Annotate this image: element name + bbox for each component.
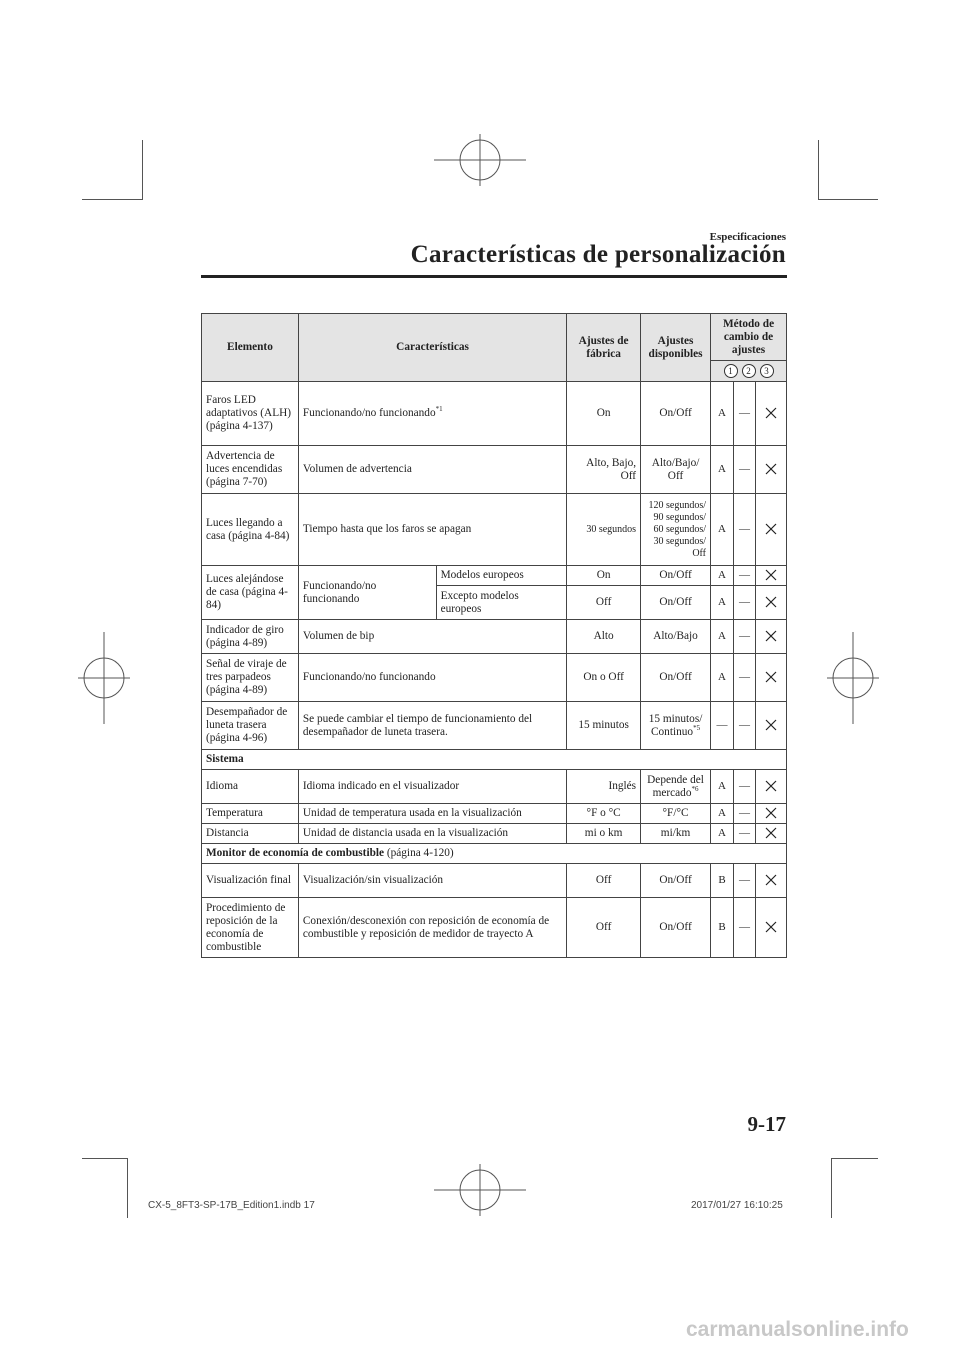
cell-metodo-3	[755, 702, 786, 750]
cell-disponibles: Alto/Bajo/ Off	[641, 446, 711, 494]
not-available-icon	[765, 523, 777, 535]
section-row-sistema	[202, 750, 787, 770]
cell-metodo-1: A	[711, 494, 734, 566]
cell-disponibles: On/Off	[641, 566, 711, 586]
cell-disponibles: Alto/Bajo	[641, 620, 711, 654]
cell-caracteristica: Volumen de advertencia	[298, 446, 566, 494]
cell-metodo-3	[755, 446, 786, 494]
table-row	[202, 494, 787, 566]
cell-disponibles: Depende del mercado$^{*6}$	[641, 770, 711, 804]
not-available-icon	[765, 921, 777, 933]
table-row	[202, 566, 787, 586]
cell-metodo-3	[755, 898, 786, 958]
cell-metodo-1: A	[711, 770, 734, 804]
footer-timestamp: 2017/01/27 16:10:25	[691, 1200, 783, 1211]
cell-metodo-3	[755, 494, 786, 566]
page-number: 9-17	[747, 1112, 786, 1136]
cell-caracteristica: Unidad de distancia usada en la visualización	[298, 824, 566, 844]
table-row	[202, 702, 787, 750]
cell-fabrica: Alto, Bajo, Off	[567, 446, 641, 494]
cell-metodo-1: —	[711, 702, 734, 750]
cell-fabrica: On	[567, 566, 641, 586]
not-available-icon	[765, 596, 777, 608]
cell-elemento: Desempañador de luneta trasera (página 4-96)	[202, 702, 299, 750]
not-available-icon	[765, 630, 777, 642]
cell-metodo-3	[755, 804, 786, 824]
section-title-monitor: Monitor de economía de combustible (página 4-120)	[202, 844, 787, 864]
cell-caracteristica: Funcionando/no funcionando	[298, 654, 566, 702]
cell-fabrica: On	[567, 382, 641, 446]
table-row	[202, 446, 787, 494]
cell-metodo-1: A	[711, 586, 734, 620]
cell-caracteristica: Conexión/desconexión con reposición de economía de combustible y reposición de medidor de trayecto A	[298, 898, 566, 958]
cell-disponibles: mi/km	[641, 824, 711, 844]
not-available-icon	[765, 719, 777, 731]
cell-disponibles: On/Off	[641, 654, 711, 702]
cell-metodo-3	[755, 770, 786, 804]
cell-metodo-3	[755, 566, 786, 586]
cell-caracteristica: Volumen de bip	[298, 620, 566, 654]
cell-fabrica: Off	[567, 898, 641, 958]
footer-file: CX-5_8FT3-SP-17B_Edition1.indb 17	[148, 1200, 315, 1211]
cell-metodo-3	[755, 654, 786, 702]
cell-caracteristica: Se puede cambiar el tiempo de funcionamiento del desempañador de luneta trasera.	[298, 702, 566, 750]
cell-metodo-2: —	[734, 898, 756, 958]
cell-fabrica: 15 minutos	[567, 702, 641, 750]
table-row	[202, 654, 787, 702]
not-available-icon	[765, 780, 777, 792]
registration-mark-top	[434, 134, 526, 186]
cell-caracteristica: Idioma indicado en el visualizador	[298, 770, 566, 804]
cell-fabrica: Off	[567, 586, 641, 620]
cell-caracteristica: Tiempo hasta que los faros se apagan	[298, 494, 566, 566]
title-rule	[201, 275, 787, 278]
registration-mark-right	[827, 632, 879, 724]
not-available-icon	[765, 569, 777, 581]
cell-metodo-1: A	[711, 446, 734, 494]
cell-elemento: Visualización final	[202, 864, 299, 898]
table-row	[202, 864, 787, 898]
cell-metodo-1: B	[711, 864, 734, 898]
table-header-row	[202, 314, 787, 361]
section-row-monitor	[202, 844, 787, 864]
cell-metodo-2: —	[734, 620, 756, 654]
circle-3: 3	[760, 364, 774, 378]
page-title: Características de personalización	[410, 241, 786, 268]
table-row	[202, 620, 787, 654]
cell-metodo-1: A	[711, 824, 734, 844]
cell-elemento: Idioma	[202, 770, 299, 804]
cell-metodo-2: —	[734, 446, 756, 494]
cell-fabrica: On o Off	[567, 654, 641, 702]
header-elemento: Elemento	[202, 314, 299, 382]
watermark: carmanualsonline.info	[686, 1318, 909, 1341]
cell-fabrica: mi o km	[567, 824, 641, 844]
cell-caracteristica: Funcionando/no funcionando$^{*1}$	[298, 382, 566, 446]
table-row	[202, 898, 787, 958]
cell-fabrica: Inglés	[567, 770, 641, 804]
cell-metodo-3	[755, 824, 786, 844]
cell-elemento: Luces llegando a casa (página 4-84)	[202, 494, 299, 566]
cell-caracteristica: Funcionando/no funcionando	[298, 566, 436, 620]
cell-disponibles: On/Off	[641, 586, 711, 620]
cell-caracteristica: Unidad de temperatura usada en la visualización	[298, 804, 566, 824]
header-ajustes-disponibles: Ajustes disponibles	[641, 314, 711, 382]
cell-metodo-2: —	[734, 566, 756, 586]
cell-disponibles: On/Off	[641, 382, 711, 446]
cell-mercado: Modelos europeos	[436, 566, 567, 586]
cell-metodo-2: —	[734, 654, 756, 702]
not-available-icon	[765, 807, 777, 819]
cell-fabrica: Off	[567, 864, 641, 898]
table-row	[202, 824, 787, 844]
cell-metodo-1: A	[711, 654, 734, 702]
cell-elemento: Procedimiento de reposición de la economía de combustible	[202, 898, 299, 958]
cell-metodo-3	[755, 586, 786, 620]
cell-metodo-2: —	[734, 864, 756, 898]
cell-metodo-3	[755, 620, 786, 654]
cell-disponibles: On/Off	[641, 864, 711, 898]
registration-mark-left	[78, 632, 130, 724]
table-row	[202, 770, 787, 804]
table-row	[202, 804, 787, 824]
cell-disponibles: On/Off	[641, 898, 711, 958]
cell-elemento: Temperatura	[202, 804, 299, 824]
cell-metodo-1: A	[711, 804, 734, 824]
cell-metodo-1: B	[711, 898, 734, 958]
header-caracteristicas: Características	[298, 314, 566, 382]
not-available-icon	[765, 874, 777, 886]
cell-metodo-1: A	[711, 382, 734, 446]
cell-metodo-2: —	[734, 702, 756, 750]
section-label: Especificaciones	[709, 231, 786, 243]
registration-mark-bottom	[434, 1164, 526, 1216]
cell-disponibles: 15 minutos/ Continuo$^{*5}$	[641, 702, 711, 750]
cell-disponibles: °F/°C	[641, 804, 711, 824]
cell-metodo-2: —	[734, 382, 756, 446]
not-available-icon	[765, 671, 777, 683]
cell-elemento: Señal de viraje de tres parpadeos (página 4-89)	[202, 654, 299, 702]
method-number-circles	[711, 361, 787, 382]
cell-metodo-3	[755, 382, 786, 446]
cell-elemento: Distancia	[202, 824, 299, 844]
cell-elemento: Indicador de giro (página 4-89)	[202, 620, 299, 654]
circle-1: 1	[724, 364, 738, 378]
cell-fabrica: °F o °C	[567, 804, 641, 824]
cell-mercado: Excepto modelos europeos	[436, 586, 567, 620]
circle-2: 2	[742, 364, 756, 378]
header-metodo: Método de cambio de ajustes	[711, 314, 787, 361]
cell-metodo-2: —	[734, 824, 756, 844]
cell-metodo-2: —	[734, 586, 756, 620]
cell-metodo-1: A	[711, 566, 734, 586]
cell-elemento: Faros LED adaptativos (ALH) (página 4-137)	[202, 382, 299, 446]
customization-table	[201, 313, 787, 958]
cell-metodo-2: —	[734, 804, 756, 824]
cell-metodo-1: A	[711, 620, 734, 654]
not-available-icon	[765, 827, 777, 839]
cell-caracteristica: Visualización/sin visualización	[298, 864, 566, 898]
not-available-icon	[765, 407, 777, 419]
cell-metodo-3	[755, 864, 786, 898]
not-available-icon	[765, 463, 777, 475]
cell-fabrica: Alto	[567, 620, 641, 654]
cell-fabrica: 30 segundos	[567, 494, 641, 566]
cell-elemento: Advertencia de luces encendidas (página 7-70)	[202, 446, 299, 494]
cell-disponibles: 120 segundos/ 90 segundos/ 60 segundos/ 30 segundos/ Off	[641, 494, 711, 566]
cell-elemento: Luces alejándose de casa (página 4-84)	[202, 566, 299, 620]
header-ajustes-fabrica: Ajustes de fábrica	[567, 314, 641, 382]
table-row	[202, 382, 787, 446]
cell-metodo-2: —	[734, 494, 756, 566]
section-title-sistema: Sistema	[202, 750, 787, 770]
cell-metodo-2: —	[734, 770, 756, 804]
